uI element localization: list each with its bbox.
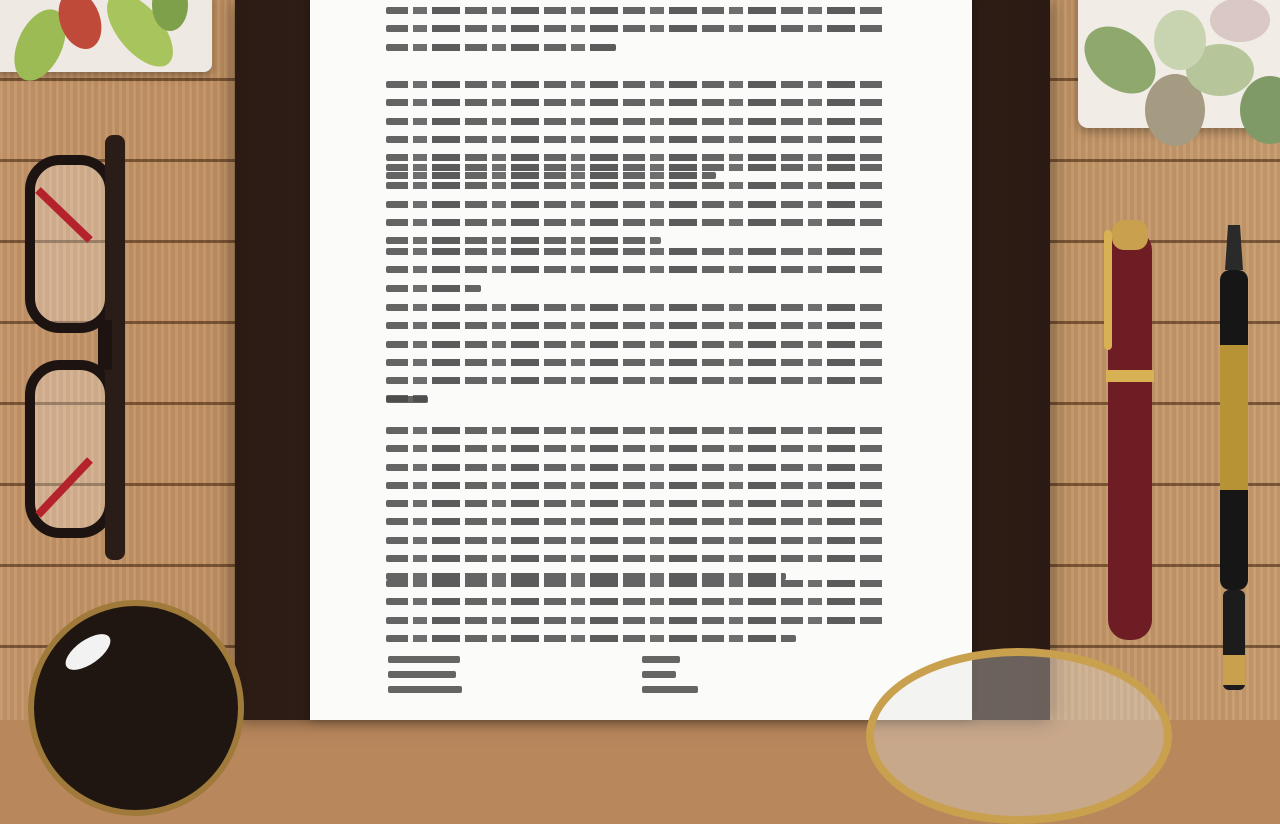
paragraph-5 <box>386 304 886 414</box>
cup-highlight <box>60 630 120 680</box>
paragraph-3 <box>386 164 886 255</box>
paragraph-1 <box>386 7 886 62</box>
paragraph-4 <box>386 248 886 303</box>
paragraph-7 <box>386 580 886 653</box>
paragraph-6 <box>386 427 886 592</box>
plant-icon <box>0 0 200 90</box>
succulent-icon <box>1070 0 1280 150</box>
signature-block-right <box>642 656 698 693</box>
fountain-pen-icon <box>1210 215 1260 700</box>
magnifier-icon <box>866 648 1172 824</box>
glasses-icon <box>20 130 140 570</box>
pen-icon <box>1098 210 1168 655</box>
section-heading <box>386 396 428 403</box>
signature-block-left <box>388 656 462 693</box>
